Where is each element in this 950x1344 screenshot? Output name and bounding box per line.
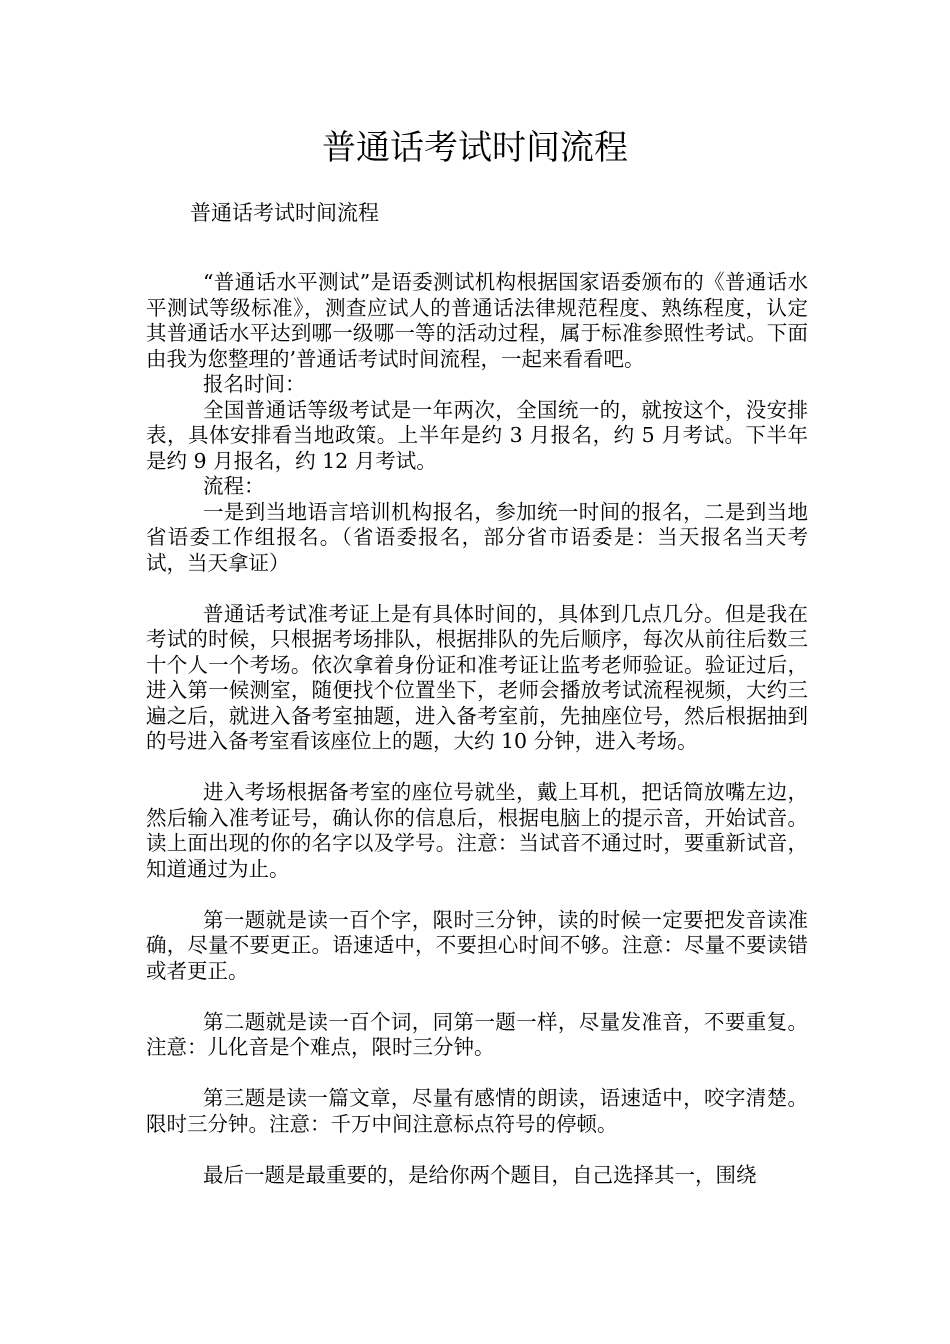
paragraph-registration-heading: 报名时间： bbox=[203, 372, 306, 396]
paragraph-admission-ticket: 普通话考试准考证上是有具体时间的，具体到几点几分。但是我在考试的时候，只根据考场排队，根据排队的先后顺序，每次从前往后数三十个人一个考场。依次拿着身份证和准考证让监考老师验证。验证过后，进入第一候测室，随便找个位置坐下，老师会播放考试流程视频，大约三遍之后，就进入备考室抽题，进入备考室前，先抽座位号，然后根据抽到的号进入备考室看该座位上的题，大约 10 分钟，进入考场。 bbox=[146, 601, 808, 753]
paragraph-final-question: 最后一题是最重要的，是给你两个题目，自己选择其一，围绕 bbox=[203, 1162, 757, 1187]
paragraph-question-one: 第一题就是读一百个字，限时三分钟，读的时候一定要把发音读准确，尽量不要更正。语速适中，不要担心时间不够。注意：尽量不要读错或者更正。 bbox=[146, 907, 808, 983]
paragraph-registration-time: 全国普通话等级考试是一年两次，全国统一的，就按这个，没安排表，具体安排看当地政策。上半年是约 3 月报名，约 5 月考试。下半年是约 9 月报名，约 12 月考试。 bbox=[146, 397, 808, 473]
paragraph-exam-room: 进入考场根据备考室的座位号就坐，戴上耳机，把话筒放嘴左边，然后输入准考证号，确认你的信息后，根据电脑上的提示音，开始试音。读上面出现的你的名字以及学号。注意：当试音不通过时，要重新试音，知道通过为止。 bbox=[146, 780, 808, 881]
paragraph-question-three: 第三题是读一篇文章，尽量有感情的朗读，语速适中，咬字清楚。限时三分钟。注意：千万中间注意标点符号的停顿。 bbox=[146, 1086, 808, 1136]
document-body bbox=[146, 270, 808, 1188]
page-title: 普通话考试时间流程 bbox=[322, 128, 628, 168]
paragraph-intro: “普通话水平测试”是语委测试机构根据国家语委颁布的《普通话水平测试等级标准》，测查应试人的普通话法律规范程度、熟练程度，认定其普通话水平达到哪一级哪一等的活动过程，属于标准参照性考试。下面由我为您整理的’普通话考试时间流程，一起来看看吧。 bbox=[146, 270, 808, 371]
page-subtitle: 普通话考试时间流程 bbox=[190, 201, 379, 225]
paragraph-registration-methods: 一是到当地语言培训机构报名，参加统一时间的报名，二是到当地省语委工作组报名。（省语委报名，部分省市语委是：当天报名当天考试，当天拿证） bbox=[146, 499, 808, 575]
paragraph-process-heading: 流程： bbox=[203, 474, 265, 498]
paragraph-question-two: 第二题就是读一百个词，同第一题一样，尽量发准音，不要重复。注意：儿化音是个难点，限时三分钟。 bbox=[146, 1009, 808, 1059]
